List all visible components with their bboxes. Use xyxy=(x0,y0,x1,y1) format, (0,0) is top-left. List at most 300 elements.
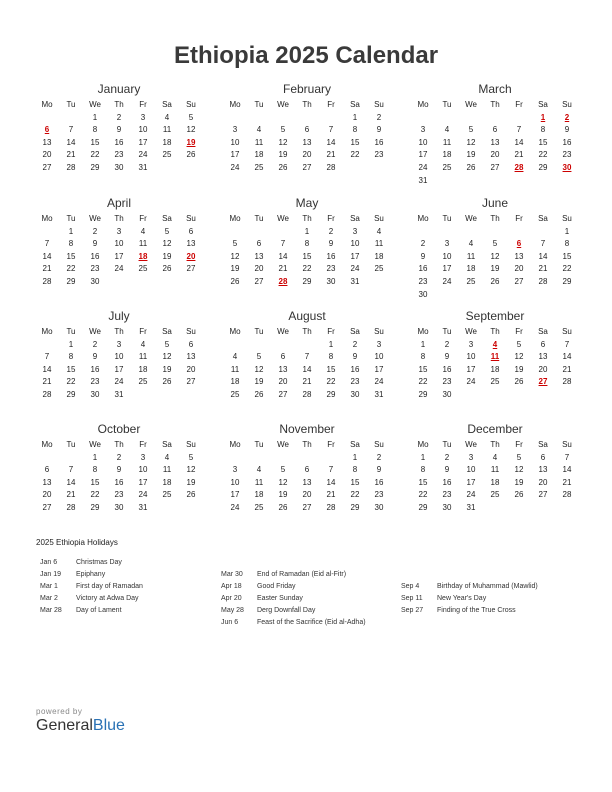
day-cell: 25 xyxy=(442,162,452,172)
day-cell: 16 xyxy=(442,364,452,374)
day-cell: 12 xyxy=(162,352,172,362)
week-row xyxy=(35,351,203,364)
month-july xyxy=(35,308,203,402)
day-cell: 3 xyxy=(420,125,426,135)
weekday-label: Mo xyxy=(41,440,53,449)
day-cell: 12 xyxy=(278,137,288,147)
weekday-label: Fr xyxy=(515,440,523,449)
week-row xyxy=(411,351,579,364)
day-cell: 14 xyxy=(326,477,336,487)
day-cell: 31 xyxy=(138,162,148,172)
day-cell: 21 xyxy=(42,377,52,387)
day-cell: 21 xyxy=(538,264,548,274)
day-cell: 22 xyxy=(350,490,360,500)
day-cell: 4 xyxy=(256,125,262,135)
day-cell: 20 xyxy=(278,377,288,387)
day-cell: 1 xyxy=(68,339,74,349)
week-row xyxy=(411,477,579,490)
day-cell xyxy=(507,289,531,302)
day-cell xyxy=(531,226,555,239)
weekday-label: Tu xyxy=(254,100,264,109)
week-row xyxy=(35,376,203,389)
day-cell: 30 xyxy=(114,502,124,512)
day-cell xyxy=(223,339,247,352)
weekday-label: Su xyxy=(374,100,384,109)
day-cell xyxy=(247,226,271,239)
month-name: February xyxy=(282,82,332,96)
day-cell: 29 xyxy=(90,502,100,512)
day-cell: 22 xyxy=(66,377,76,387)
week-row xyxy=(411,276,579,289)
day-cell: 3 xyxy=(352,226,358,236)
month-august xyxy=(223,308,391,402)
day-cell: 12 xyxy=(162,239,172,249)
holiday-date: Jan 19 xyxy=(40,571,62,578)
day-cell: 15 xyxy=(66,251,76,261)
day-cell: 23 xyxy=(374,490,384,500)
day-cell: 6 xyxy=(304,465,310,475)
week-row xyxy=(411,251,579,264)
day-cell: 4 xyxy=(140,226,146,236)
day-cell: 25 xyxy=(254,162,264,172)
day-cell: 25 xyxy=(490,490,500,500)
weekday-label: Th xyxy=(114,214,124,223)
day-cell: 6 xyxy=(540,339,546,349)
day-cell: 5 xyxy=(516,339,522,349)
day-cell: 7 xyxy=(540,239,546,249)
day-cell: 9 xyxy=(420,251,426,261)
day-cell: 27 xyxy=(278,389,288,399)
day-cell: 25 xyxy=(374,264,384,274)
weekday-label: Sa xyxy=(350,100,360,109)
weekday-label: Su xyxy=(562,100,572,109)
day-cell: 18 xyxy=(138,364,148,374)
day-cell: 23 xyxy=(326,264,336,274)
weekday-label: Fr xyxy=(139,100,147,109)
day-cell: 15 xyxy=(350,137,360,147)
day-cell: 24 xyxy=(350,264,360,274)
week-row xyxy=(223,364,391,377)
holiday-name: End of Ramadan (Eid al-Fitr) xyxy=(257,571,347,578)
day-cell: 28 xyxy=(538,276,548,286)
day-cell: 6 xyxy=(44,465,50,475)
month-january xyxy=(35,81,203,175)
weekday-label: Th xyxy=(490,440,500,449)
week-row xyxy=(411,364,579,377)
day-cell: 22 xyxy=(350,150,360,160)
day-cell: 8 xyxy=(304,239,310,249)
holiday-name: Day of Lament xyxy=(76,607,122,614)
week-row xyxy=(35,477,203,490)
holiday-item xyxy=(40,593,143,605)
weekday-label: Fr xyxy=(139,327,147,336)
day-cell: 30 xyxy=(90,389,100,399)
day-cell: 11 xyxy=(466,251,476,261)
day-cell: 16 xyxy=(90,251,100,261)
weekday-label: Mo xyxy=(41,327,53,336)
day-cell: 15 xyxy=(418,364,428,374)
day-cell: 7 xyxy=(564,452,570,462)
day-cell: 21 xyxy=(66,150,76,160)
holiday-day: 18 xyxy=(138,251,148,261)
week-row xyxy=(223,149,391,162)
day-cell xyxy=(247,452,271,465)
day-cell xyxy=(435,289,459,302)
weekday-label: Mo xyxy=(229,327,241,336)
weekday-label: Mo xyxy=(417,214,429,223)
day-cell: 1 xyxy=(352,452,358,462)
day-cell: 27 xyxy=(302,162,312,172)
holiday-date: Sep 11 xyxy=(401,595,423,602)
weekday-label: Tu xyxy=(442,100,452,109)
day-cell: 12 xyxy=(230,251,240,261)
day-cell: 30 xyxy=(350,389,360,399)
day-cell: 16 xyxy=(442,477,452,487)
day-cell: 25 xyxy=(230,389,240,399)
weekday-header xyxy=(411,99,579,112)
week-row xyxy=(411,263,579,276)
day-cell: 5 xyxy=(164,226,170,236)
weekday-header xyxy=(223,213,391,226)
day-cell: 8 xyxy=(328,352,334,362)
week-row xyxy=(411,124,579,137)
day-cell: 30 xyxy=(442,502,452,512)
day-cell: 30 xyxy=(374,502,384,512)
day-cell: 2 xyxy=(352,339,358,349)
weekday-label: Tu xyxy=(254,327,264,336)
day-cell: 20 xyxy=(514,264,524,274)
day-cell: 11 xyxy=(254,137,264,147)
day-cell: 18 xyxy=(254,490,264,500)
day-cell xyxy=(271,112,295,125)
day-cell: 29 xyxy=(562,276,572,286)
day-cell: 24 xyxy=(374,377,384,387)
day-cell: 12 xyxy=(514,352,524,362)
day-cell: 18 xyxy=(230,377,240,387)
day-cell: 24 xyxy=(466,377,476,387)
day-cell: 15 xyxy=(326,364,336,374)
day-cell: 18 xyxy=(490,364,500,374)
day-cell: 13 xyxy=(538,465,548,475)
weekday-label: Fr xyxy=(139,214,147,223)
week-row xyxy=(223,263,391,276)
day-cell: 27 xyxy=(490,162,500,172)
day-cell xyxy=(483,226,507,239)
day-cell: 23 xyxy=(442,377,452,387)
week-row xyxy=(223,489,391,502)
day-cell xyxy=(35,112,59,125)
holiday-name: Birthday of Muhammad (Mawlid) xyxy=(437,583,538,590)
page-title: Ethiopia 2025 Calendar xyxy=(173,42,439,69)
weekday-label: Th xyxy=(302,214,312,223)
holiday-item xyxy=(40,557,143,569)
brand-general: General xyxy=(36,717,93,734)
day-cell: 1 xyxy=(92,112,98,122)
day-cell: 11 xyxy=(374,239,384,249)
week-row xyxy=(223,162,391,175)
holiday-day: 6 xyxy=(44,125,50,135)
weekday-label: Mo xyxy=(229,100,241,109)
month-june xyxy=(411,195,579,301)
holiday-date: Mar 28 xyxy=(40,607,62,614)
holiday-date: Mar 30 xyxy=(221,571,243,578)
day-cell: 6 xyxy=(304,125,310,135)
footer-logo xyxy=(36,707,125,735)
day-cell: 26 xyxy=(514,377,524,387)
day-cell: 23 xyxy=(562,150,572,160)
weekday-label: Fr xyxy=(515,214,523,223)
day-cell: 19 xyxy=(162,251,172,261)
day-cell: 26 xyxy=(186,150,196,160)
day-cell: 24 xyxy=(230,502,240,512)
day-cell: 29 xyxy=(66,276,76,286)
day-cell xyxy=(435,226,459,239)
day-cell: 3 xyxy=(468,452,474,462)
weekday-label: Th xyxy=(490,100,500,109)
holiday-name: New Year's Day xyxy=(437,595,487,602)
day-cell xyxy=(271,339,295,352)
day-cell: 8 xyxy=(92,465,98,475)
weekday-label: We xyxy=(277,214,289,223)
day-cell: 16 xyxy=(90,364,100,374)
day-cell: 31 xyxy=(350,276,360,286)
week-row xyxy=(223,339,391,352)
day-cell: 13 xyxy=(490,137,500,147)
day-cell: 14 xyxy=(562,465,572,475)
weekday-label: We xyxy=(89,327,101,336)
day-cell: 14 xyxy=(514,137,524,147)
day-cell: 7 xyxy=(44,352,50,362)
day-cell: 7 xyxy=(280,239,286,249)
day-cell xyxy=(411,112,435,125)
day-cell: 14 xyxy=(278,251,288,261)
day-cell: 1 xyxy=(304,226,310,236)
weekday-label: Sa xyxy=(162,100,172,109)
day-cell: 28 xyxy=(66,502,76,512)
weekday-label: Su xyxy=(562,214,572,223)
month-name: June xyxy=(481,196,509,210)
week-row xyxy=(35,124,203,137)
weekday-label: Th xyxy=(114,327,124,336)
day-cell: 29 xyxy=(418,502,428,512)
day-cell: 5 xyxy=(280,465,286,475)
month-april xyxy=(35,195,203,289)
day-cell xyxy=(179,389,203,402)
day-cell: 6 xyxy=(280,352,286,362)
day-cell xyxy=(247,339,271,352)
week-row xyxy=(35,263,203,276)
day-cell: 20 xyxy=(538,364,548,374)
day-cell: 30 xyxy=(442,389,452,399)
day-cell: 22 xyxy=(302,264,312,274)
day-cell: 7 xyxy=(564,339,570,349)
day-cell: 10 xyxy=(230,137,240,147)
day-cell xyxy=(367,276,391,289)
day-cell: 10 xyxy=(418,137,428,147)
day-cell: 20 xyxy=(42,490,52,500)
weekday-label: Su xyxy=(186,440,196,449)
day-cell: 3 xyxy=(140,452,146,462)
weekday-label: Sa xyxy=(350,214,360,223)
day-cell: 23 xyxy=(374,150,384,160)
day-cell: 13 xyxy=(538,352,548,362)
holiday-day: 11 xyxy=(490,352,500,362)
month-name: May xyxy=(295,196,319,210)
holiday-column xyxy=(40,557,143,617)
holiday-column xyxy=(401,581,538,617)
day-cell xyxy=(459,226,483,239)
weekday-label: We xyxy=(277,440,289,449)
week-row xyxy=(223,477,391,490)
week-row xyxy=(223,389,391,402)
day-cell: 7 xyxy=(44,239,50,249)
day-cell xyxy=(155,276,179,289)
day-cell: 3 xyxy=(444,239,450,249)
day-cell: 20 xyxy=(302,150,312,160)
weekday-label: Sa xyxy=(162,440,172,449)
day-cell: 17 xyxy=(374,364,384,374)
day-cell xyxy=(507,112,531,125)
holiday-item xyxy=(40,605,143,617)
holiday-item xyxy=(401,593,538,605)
day-cell: 10 xyxy=(114,239,124,249)
day-cell: 23 xyxy=(90,264,100,274)
day-cell: 23 xyxy=(90,377,100,387)
day-cell: 9 xyxy=(92,239,98,249)
day-cell xyxy=(35,226,59,239)
day-cell: 24 xyxy=(138,150,148,160)
day-cell: 2 xyxy=(92,339,98,349)
day-cell: 26 xyxy=(278,502,288,512)
day-cell: 24 xyxy=(230,162,240,172)
day-cell: 15 xyxy=(538,137,548,147)
weekday-header xyxy=(35,213,203,226)
day-cell: 21 xyxy=(562,364,572,374)
holiday-item xyxy=(401,581,538,593)
day-cell: 9 xyxy=(92,352,98,362)
day-cell: 2 xyxy=(420,239,426,249)
week-row xyxy=(411,464,579,477)
day-cell: 4 xyxy=(256,465,262,475)
weekday-label: Fr xyxy=(327,214,335,223)
weekday-label: Th xyxy=(302,327,312,336)
day-cell: 16 xyxy=(114,137,124,147)
holiday-date: Sep 4 xyxy=(401,583,420,590)
day-cell: 29 xyxy=(302,276,312,286)
weekday-label: Mo xyxy=(41,100,53,109)
day-cell: 4 xyxy=(444,125,450,135)
day-cell: 25 xyxy=(490,377,500,387)
weekday-label: Th xyxy=(302,440,312,449)
day-cell xyxy=(483,289,507,302)
day-cell: 23 xyxy=(442,490,452,500)
day-cell: 28 xyxy=(326,162,336,172)
weekday-label: Mo xyxy=(417,327,429,336)
day-cell: 4 xyxy=(164,452,170,462)
day-cell: 26 xyxy=(466,162,476,172)
day-cell: 29 xyxy=(418,389,428,399)
day-cell: 25 xyxy=(466,276,476,286)
weekday-label: Fr xyxy=(327,327,335,336)
week-row xyxy=(223,502,391,515)
day-cell: 8 xyxy=(68,352,74,362)
day-cell xyxy=(367,162,391,175)
month-december xyxy=(411,421,579,515)
day-cell: 14 xyxy=(538,251,548,261)
day-cell: 5 xyxy=(280,125,286,135)
day-cell: 1 xyxy=(564,226,570,236)
weekday-header xyxy=(411,439,579,452)
day-cell: 16 xyxy=(114,477,124,487)
weekday-label: Sa xyxy=(538,327,548,336)
day-cell: 26 xyxy=(490,276,500,286)
weekday-label: Th xyxy=(114,100,124,109)
day-cell: 8 xyxy=(92,125,98,135)
week-row xyxy=(35,389,203,402)
week-row xyxy=(411,289,579,302)
day-cell: 3 xyxy=(116,226,122,236)
day-cell: 22 xyxy=(538,150,548,160)
weekday-label: Tu xyxy=(66,327,76,336)
holiday-item xyxy=(221,605,366,617)
holiday-day: 2 xyxy=(564,112,570,122)
day-cell: 10 xyxy=(466,352,476,362)
weekday-label: Mo xyxy=(229,440,241,449)
day-cell: 28 xyxy=(42,276,52,286)
day-cell: 7 xyxy=(516,125,522,135)
holiday-item xyxy=(221,569,366,581)
day-cell: 6 xyxy=(492,125,498,135)
weekday-header xyxy=(223,99,391,112)
week-row xyxy=(223,137,391,150)
day-cell: 17 xyxy=(138,477,148,487)
day-cell: 2 xyxy=(376,112,382,122)
weekday-label: Mo xyxy=(417,100,429,109)
day-cell: 3 xyxy=(232,465,238,475)
day-cell: 28 xyxy=(562,377,572,387)
day-cell: 16 xyxy=(562,137,572,147)
day-cell: 6 xyxy=(256,239,262,249)
day-cell: 29 xyxy=(538,162,548,172)
day-cell: 27 xyxy=(254,276,264,286)
day-cell: 4 xyxy=(140,339,146,349)
day-cell: 19 xyxy=(278,490,288,500)
day-cell: 8 xyxy=(540,125,546,135)
holiday-day: 20 xyxy=(186,251,196,261)
week-row xyxy=(35,339,203,352)
day-cell xyxy=(531,389,555,402)
day-cell: 17 xyxy=(418,150,428,160)
day-cell: 19 xyxy=(466,150,476,160)
day-cell: 7 xyxy=(68,125,74,135)
week-row xyxy=(411,376,579,389)
day-cell: 13 xyxy=(278,364,288,374)
day-cell: 26 xyxy=(162,264,172,274)
week-row xyxy=(411,162,579,175)
day-cell: 28 xyxy=(326,502,336,512)
holiday-date: Sep 27 xyxy=(401,607,424,614)
holidays-title: 2025 Ethiopia Holidays xyxy=(36,538,118,547)
day-cell: 24 xyxy=(442,276,452,286)
day-cell xyxy=(555,289,579,302)
day-cell: 17 xyxy=(114,364,124,374)
day-cell: 2 xyxy=(328,226,334,236)
day-cell: 3 xyxy=(140,112,146,122)
weekday-label: We xyxy=(277,327,289,336)
day-cell: 21 xyxy=(562,477,572,487)
weekday-label: We xyxy=(465,100,477,109)
weekday-label: Mo xyxy=(41,214,53,223)
